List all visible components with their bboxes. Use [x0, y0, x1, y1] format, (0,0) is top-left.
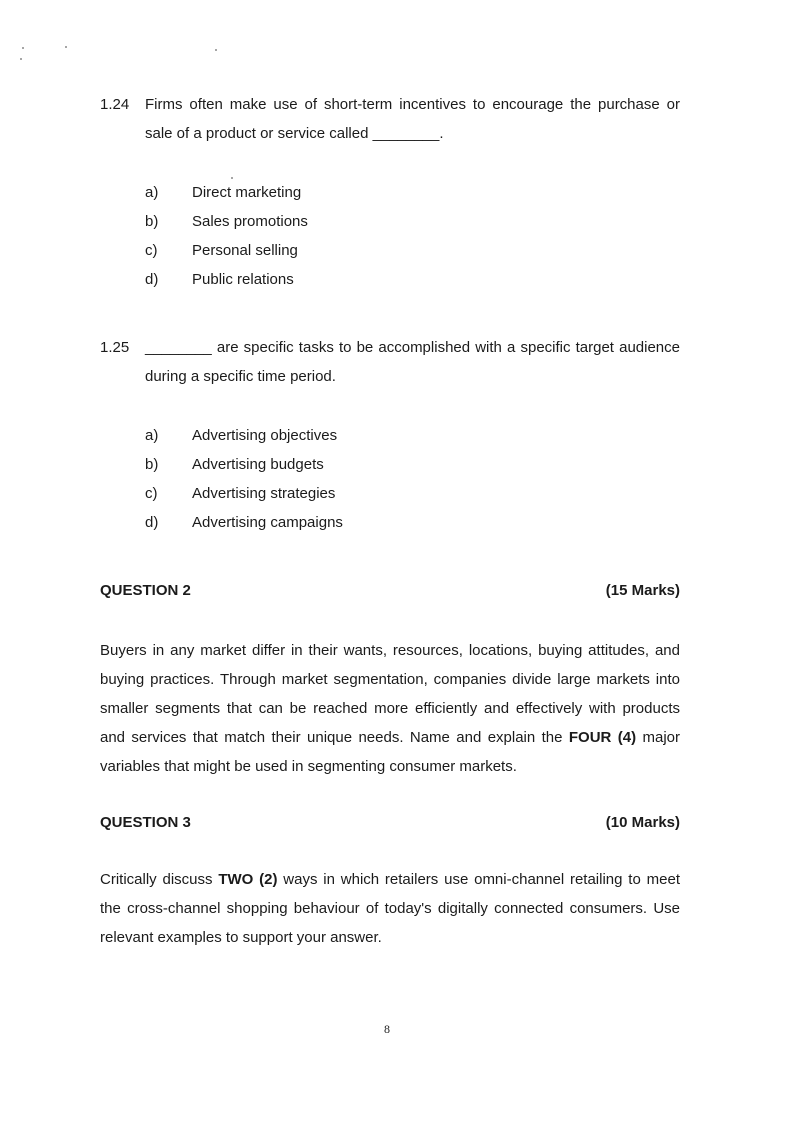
option-letter: d) [145, 271, 159, 288]
option-label: Public relations [192, 271, 294, 288]
question3-marks: (10 Marks) [605, 814, 680, 831]
question-1-25-options [145, 421, 680, 537]
option-b [145, 207, 680, 236]
option-letter: c) [145, 485, 158, 502]
option-letter: c) [145, 242, 158, 259]
scan-speck [22, 47, 24, 49]
option-label: Advertising campaigns [192, 514, 343, 531]
option-label: Direct marketing [192, 184, 302, 201]
option-label: Advertising objectives [192, 427, 338, 444]
option-label: Sales promotions [192, 213, 308, 230]
question-1-24-row [100, 90, 680, 148]
question3-body-bold: TWO (2) [218, 871, 278, 888]
question-text: Firms often make use of short-term incentives to encourage the purchase or sale of a product or service called ________. [145, 96, 680, 142]
question3-heading-row [100, 808, 680, 837]
question-1-24 [100, 90, 680, 294]
question2-body-bold: FOUR (4) [568, 729, 637, 746]
question3-body-text: ways in which retailers use omni-channel retailing to meet the cross-channel shopping behaviour of today's digitally connected consumers. Use relevant examples to support your answer. [100, 871, 680, 946]
option-a [145, 178, 680, 207]
option-c [145, 479, 680, 508]
question2-heading-row [100, 576, 680, 605]
question2-body-text: Buyers in any market differ in their wants, resources, locations, buying attitudes, and buying practices. Through market segmentation, companies divide large markets into smaller segments that can be reached more efficiently and effectively with products and services that match their unique needs. Name and explain the [100, 642, 680, 746]
question3-body [100, 865, 680, 952]
question-text: ________ are specific tasks to be accomplished with a specific target audience during a specific time period. [145, 339, 680, 385]
question2-body [100, 636, 680, 781]
question-number: 1.25 [100, 339, 130, 356]
option-letter: b) [145, 213, 159, 230]
option-d [145, 265, 680, 294]
option-letter: d) [145, 514, 159, 531]
question-1-24-options [145, 178, 680, 294]
option-label: Advertising strategies [192, 485, 336, 502]
question2-marks: (15 Marks) [605, 582, 680, 599]
option-letter: a) [145, 427, 159, 444]
option-b [145, 450, 680, 479]
question-1-25 [100, 333, 680, 537]
scan-speck [20, 58, 22, 60]
question3-title: QUESTION 3 [100, 814, 191, 831]
scan-speck [215, 49, 217, 51]
option-letter: a) [145, 184, 159, 201]
option-label: Personal selling [192, 242, 298, 259]
option-label: Advertising budgets [192, 456, 324, 473]
page-number: 8 [384, 1022, 390, 1036]
question-number: 1.24 [100, 96, 130, 113]
question3-body-text: Critically discuss [100, 871, 219, 888]
option-letter: b) [145, 456, 159, 473]
page-content [100, 90, 680, 952]
option-c [145, 236, 680, 265]
option-a [145, 421, 680, 450]
option-d [145, 508, 680, 537]
question2-body-text: major variables that might be used in segmenting consumer markets. [100, 729, 680, 775]
question-1-25-row [100, 333, 680, 391]
scan-speck [65, 46, 67, 48]
question2-title: QUESTION 2 [100, 582, 191, 599]
